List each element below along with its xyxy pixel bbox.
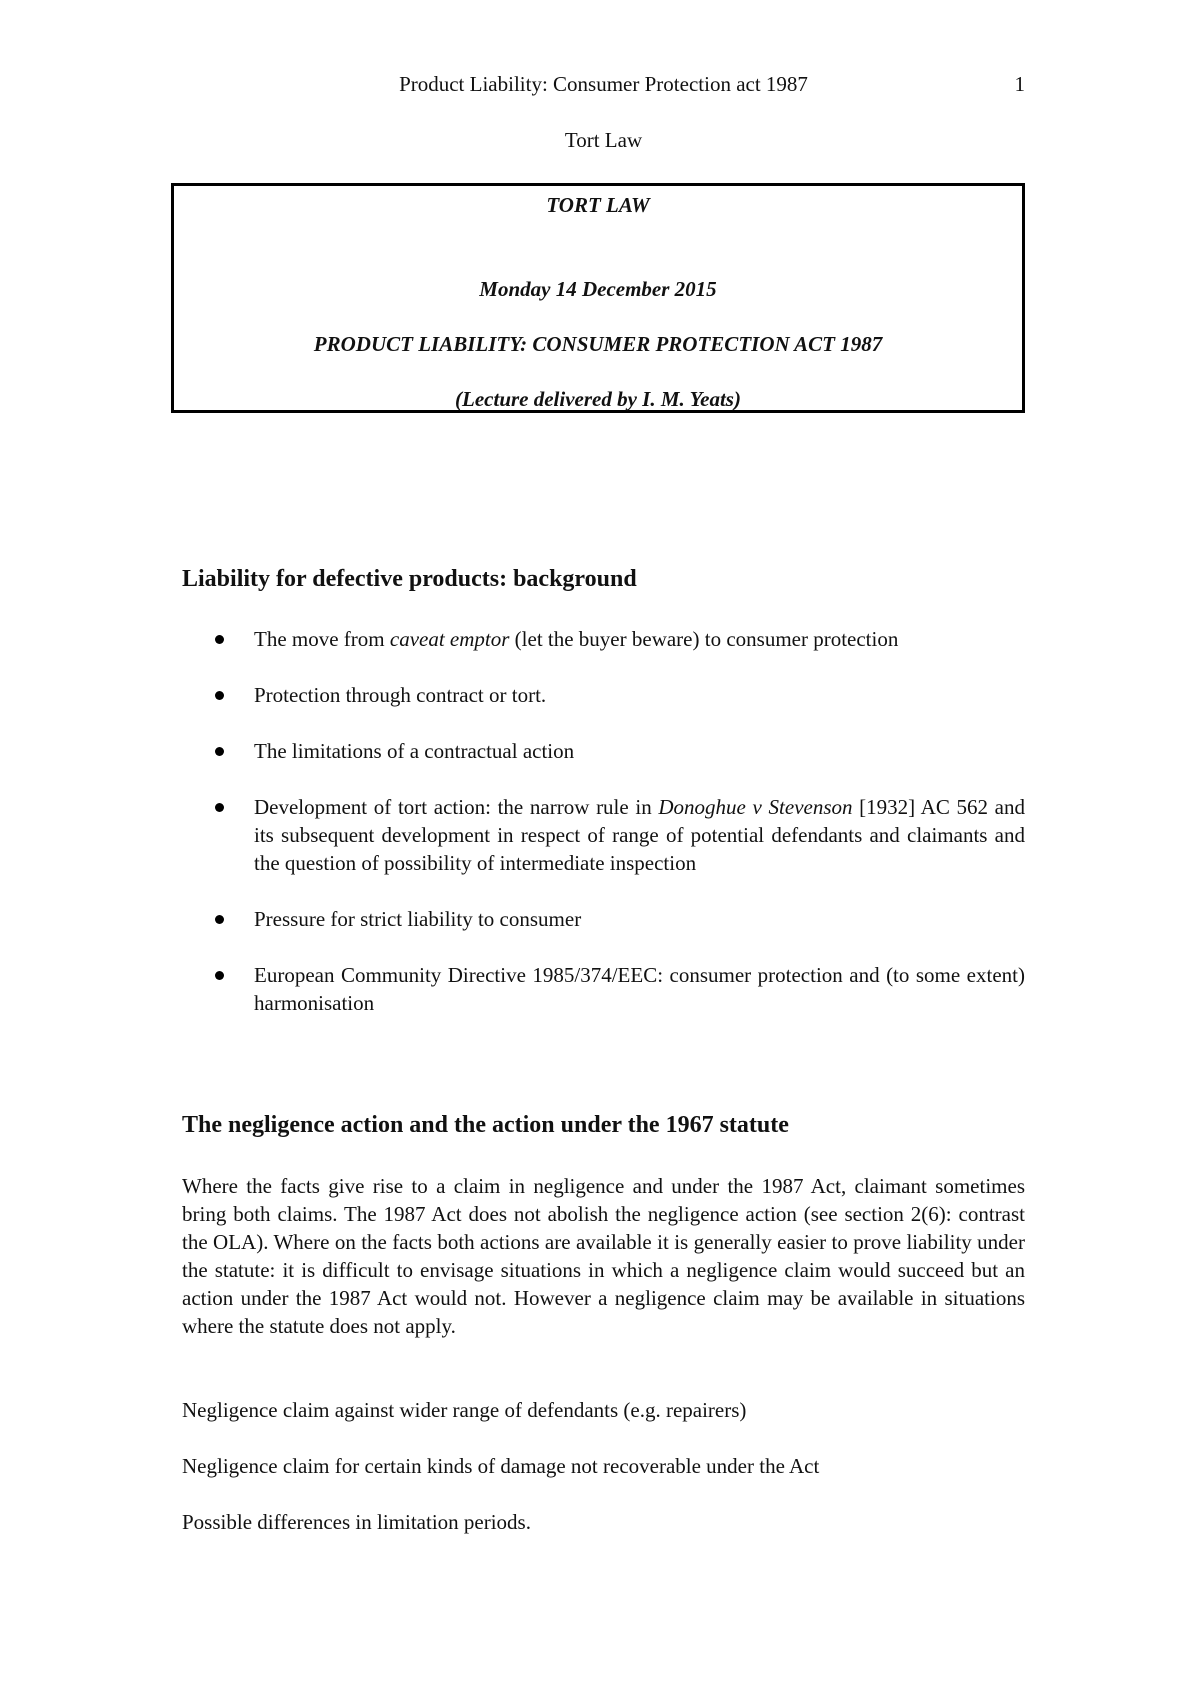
list-item: Pressure for strict liability to consumer (182, 905, 1025, 933)
bullet-icon (215, 691, 224, 700)
list-item: European Community Directive 1985/374/EEC: consumer protection and (to some extent) harmonisation (182, 961, 1025, 1017)
header-subtitle: Tort Law (564, 128, 643, 152)
negligence-paragraph: Where the facts give rise to a claim in negligence and under the 1987 Act, claimant sometimes bring both claims. The 1987 Act does not abolish the negligence action (see section 2(6): contrast the OLA). Where on the facts both actions are available it is generally easier to prove liability under the statute: it is difficult to envisage situations in which a negligence claim would succeed but an action under the 1987 Act would not. However a negligence claim may be available in situations where the statute does not apply. (182, 1174, 1025, 1338)
course-title: TORT LAW (546, 193, 650, 217)
bullet-icon (215, 971, 224, 980)
negligence-point-damage: Negligence claim for certain kinds of damage not recoverable under the Act (182, 1454, 820, 1478)
lecturer-credit: (Lecture delivered by I. M. Yeats) (455, 387, 741, 411)
list-item: Development of tort action: the narrow rule in Donoghue v Stevenson [1932] AC 562 and its subsequent development in respect of range of potential defendants and claimants and the question of possibility of intermediate inspection (182, 793, 1025, 877)
running-header (182, 72, 1025, 102)
page-number: 1 (1014, 72, 1025, 96)
section-heading-negligence: The negligence action and the action under the 1967 statute (182, 1112, 789, 1138)
bullet-icon (215, 635, 224, 644)
bullet-icon (215, 803, 224, 812)
running-title: Product Liability: Consumer Protection act 1987 (399, 72, 808, 96)
section-heading-background: Liability for defective products: background (182, 566, 637, 592)
background-bullet-list (182, 625, 1025, 1045)
bullet-icon (215, 915, 224, 924)
title-box (171, 183, 1025, 413)
lecture-date: Monday 14 December 2015 (479, 277, 717, 301)
list-item: The limitations of a contractual action (182, 737, 1025, 765)
negligence-point-defendants: Negligence claim against wider range of defendants (e.g. repairers) (182, 1398, 747, 1422)
bullet-icon (215, 747, 224, 756)
list-item: Protection through contract or tort. (182, 681, 1025, 709)
lecture-title: PRODUCT LIABILITY: CONSUMER PROTECTION ACT 1987 (313, 332, 883, 356)
list-item: The move from caveat emptor (let the buyer beware) to consumer protection (182, 625, 1025, 653)
negligence-point-limitation: Possible differences in limitation periods. (182, 1510, 531, 1534)
